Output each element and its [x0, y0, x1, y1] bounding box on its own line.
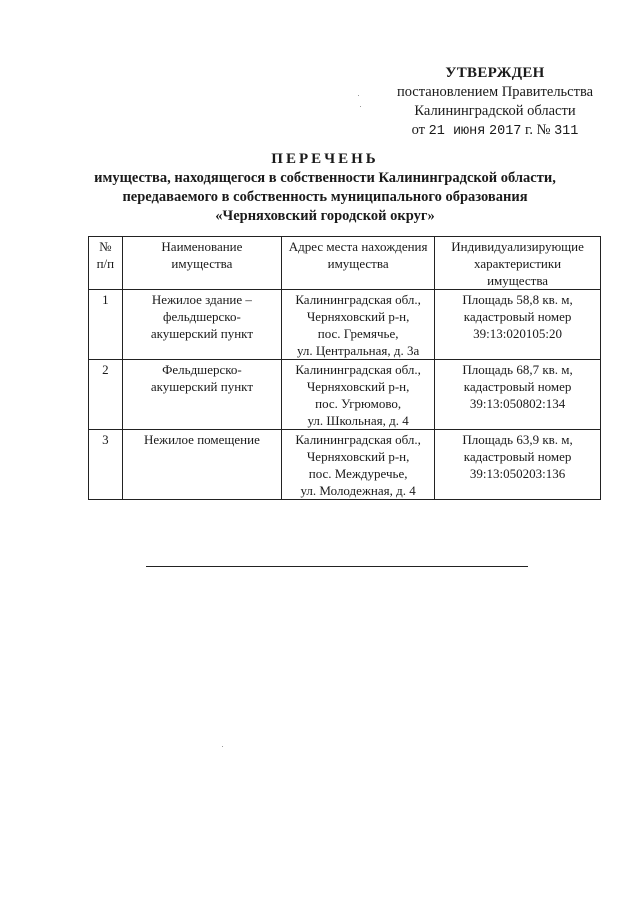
table-header-row: [89, 237, 601, 290]
scan-speck: [360, 106, 361, 107]
date-suffix: г. №: [525, 122, 551, 138]
cell-characteristics: [435, 360, 601, 430]
cell-address-line: ул. Молодежная, д. 4: [300, 483, 416, 498]
cell-characteristics-line: кадастровый номер: [463, 379, 572, 394]
header-name-line: имущества: [171, 256, 233, 271]
date-day-month: 21 июня: [428, 124, 486, 139]
cell-characteristics-line: кадастровый номер: [463, 309, 572, 324]
cell-name-line: акушерский пункт: [150, 326, 253, 341]
cell-characteristics-line: Площадь 68,7 кв. м,: [462, 362, 573, 377]
header-address-line: имущества: [327, 256, 389, 271]
cell-address-line: пос. Гремячье,: [317, 326, 399, 341]
title-line-1: имущества, находящегося в собственности Калининградской области,: [94, 170, 556, 186]
header-num: [89, 237, 123, 290]
header-characteristics-line: Индивидуализирующие: [451, 239, 584, 254]
cell-address-line: Калининградская обл.,: [295, 292, 421, 307]
cell-characteristics-line: 39:13:020105:20: [473, 326, 562, 341]
cell-name-line: Нежилое помещение: [143, 432, 260, 447]
header-characteristics-line: характеристики: [474, 256, 562, 271]
scan-speck: [222, 746, 223, 747]
cell-address: [282, 430, 435, 500]
cell-address: [282, 360, 435, 430]
approval-date-line: [385, 121, 605, 141]
cell-characteristics-line: Площадь 63,9 кв. м,: [462, 432, 573, 447]
cell-name-line: фельдшерско-: [163, 309, 241, 324]
cell-name: [122, 290, 281, 360]
cell-address-line: Калининградская обл.,: [295, 432, 421, 447]
cell-address-line: ул. Школьная, д. 4: [307, 413, 409, 428]
closing-rule: [146, 566, 528, 567]
approval-line-2: Калининградской области: [414, 103, 576, 119]
header-num-line: №: [99, 239, 112, 254]
table-row: [89, 430, 601, 500]
date-year: 2017: [489, 124, 522, 139]
cell-address-line: ул. Центральная, д. 3а: [296, 343, 420, 358]
approval-heading: УТВЕРЖДЕН: [445, 65, 545, 81]
approval-line-1: постановлением Правительства: [396, 84, 594, 100]
date-prefix: от: [411, 122, 426, 138]
cell-address-line: пос. Междуречье,: [308, 466, 408, 481]
table-row: [89, 290, 601, 360]
title-heading: ПЕРЕЧЕНЬ: [271, 151, 379, 167]
cell-name-line: Нежилое здание –: [151, 292, 252, 307]
header-num-line: п/п: [96, 256, 115, 271]
header-characteristics: [435, 237, 601, 290]
scan-speck: [358, 95, 359, 96]
cell-num: 2: [89, 360, 123, 430]
cell-address-line: Калининградская обл.,: [295, 362, 421, 377]
cell-num: 1: [89, 290, 123, 360]
cell-characteristics-line: 39:13:050203:136: [469, 466, 566, 481]
title-line-2: передаваемого в собственность муниципального образования: [122, 189, 528, 205]
cell-characteristics: [435, 430, 601, 500]
header-address: [282, 237, 435, 290]
cell-address-line: пос. Угрюмово,: [315, 396, 402, 411]
cell-name: [122, 360, 281, 430]
cell-address-line: Черняховский р-н,: [306, 379, 410, 394]
title-line-3: «Черняховский городской округ»: [215, 208, 435, 224]
cell-name-line: Фельдшерско-: [162, 362, 242, 377]
cell-address-line: Черняховский р-н,: [306, 309, 410, 324]
cell-name-line: акушерский пункт: [150, 379, 253, 394]
cell-characteristics-line: кадастровый номер: [463, 449, 572, 464]
approval-stamp: [385, 64, 605, 141]
cell-name: [122, 430, 281, 500]
decree-number: 311: [554, 124, 579, 139]
document-title: [60, 150, 590, 226]
header-characteristics-line: имущества: [487, 273, 549, 288]
cell-characteristics-line: 39:13:050802:134: [469, 396, 566, 411]
header-name-line: Наименование: [161, 239, 243, 254]
table-row: [89, 360, 601, 430]
header-address-line: Адрес места нахождения: [288, 239, 428, 254]
cell-characteristics-line: Площадь 58,8 кв. м,: [462, 292, 573, 307]
header-name: [122, 237, 281, 290]
cell-address-line: Черняховский р-н,: [306, 449, 410, 464]
cell-num: 3: [89, 430, 123, 500]
cell-characteristics: [435, 290, 601, 360]
cell-address: [282, 290, 435, 360]
property-table: [88, 236, 601, 500]
